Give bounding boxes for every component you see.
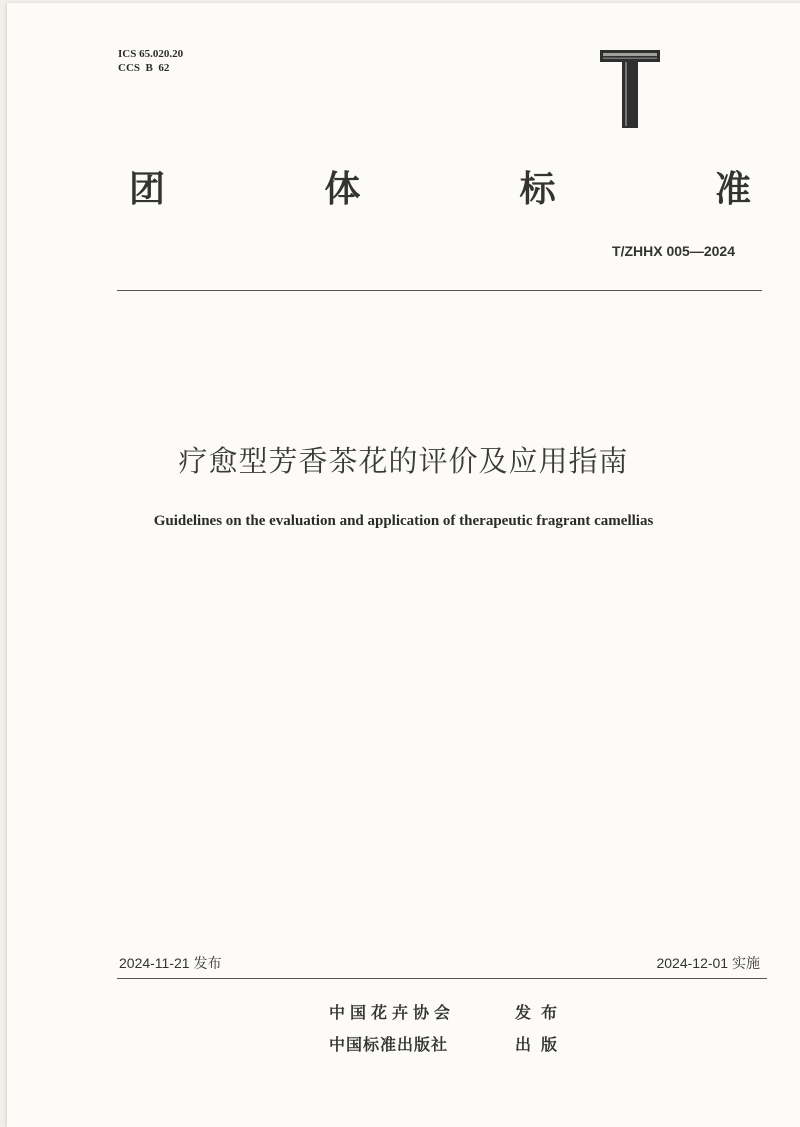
standard-type-char: 团	[129, 169, 166, 210]
top-divider	[117, 290, 762, 291]
standard-type-char: 准	[714, 169, 751, 210]
standard-type-char: 标	[519, 169, 556, 210]
standard-type-heading	[129, 165, 751, 215]
publisher-row	[329, 1002, 567, 1024]
standard-number: T/ZHHX 005—2024	[612, 243, 735, 259]
title-english: Guidelines on the evaluation and application of therapeutic fragrant camellias	[153, 513, 654, 529]
bottom-divider	[117, 978, 767, 979]
issue-date: 2024-11-21 发布	[119, 955, 222, 971]
document-page	[7, 3, 800, 1127]
classification-codes	[118, 47, 183, 75]
standard-t-logo	[600, 50, 660, 128]
publisher-action: 出版	[515, 1035, 568, 1054]
publisher-org: 中国标准出版社	[329, 1035, 449, 1054]
implementation-date: 2024-12-01 实施	[656, 955, 760, 971]
title-chinese: 疗愈型芳香茶花的评价及应用指南	[178, 444, 629, 478]
publisher-org: 中国花卉协会	[329, 1003, 456, 1022]
ics-code: ICS 65.020.20	[118, 48, 184, 60]
ccs-code: CCS B 62	[118, 62, 170, 74]
standard-type-char: 体	[324, 169, 361, 210]
publisher-action: 发布	[515, 1003, 568, 1022]
publisher-row	[329, 1034, 567, 1056]
